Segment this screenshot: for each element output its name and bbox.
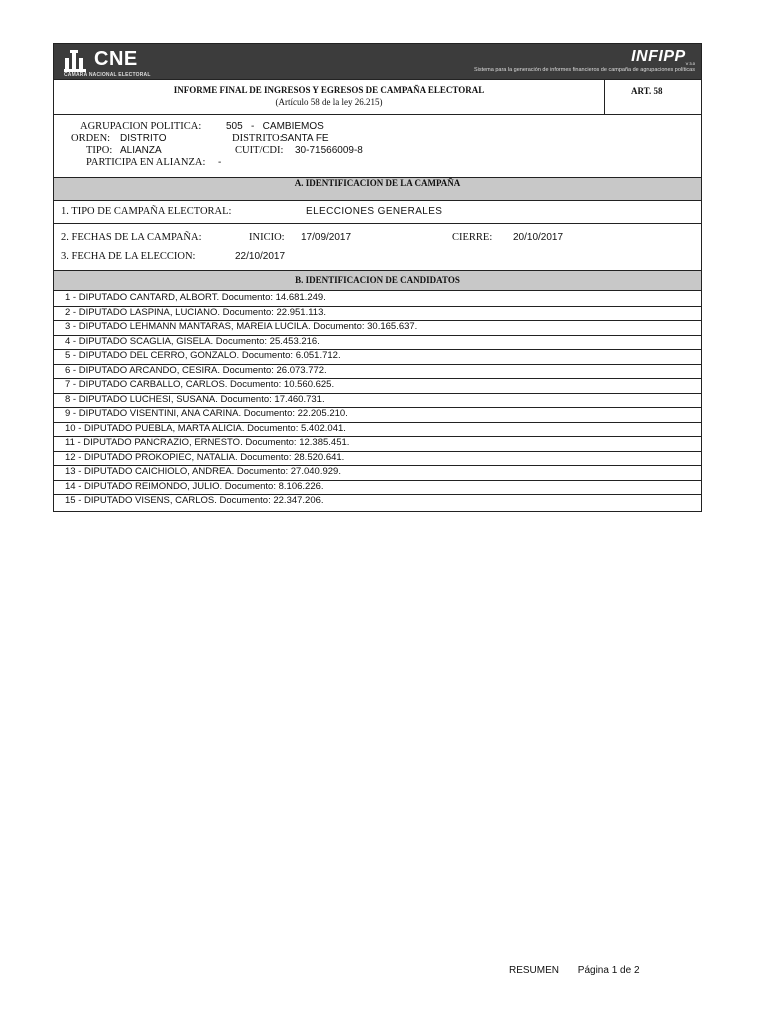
end-date-label: CIERRE: [452, 232, 493, 243]
footer-label: RESUMEN [509, 965, 560, 976]
candidate-row: 13 - DIPUTADO CAICHIOLO, ANDREA. Documento: 27.040.929. [54, 466, 701, 481]
candidate-row: 1 - DIPUTADO CANTARD, ALBORT. Documento: 14.681.249. [54, 292, 701, 307]
infipp-logo-text: INFIPP [631, 48, 686, 65]
tipo-label: TIPO: [86, 145, 113, 156]
end-date-value: 20/10/2017 [513, 232, 564, 243]
start-date-label: INICIO: [249, 232, 285, 243]
distrito-label: DISTRITO: [232, 133, 283, 144]
distrito-value: SANTA FE [281, 133, 329, 144]
cne-emblem-icon [64, 50, 90, 72]
candidate-row: 4 - DIPUTADO SCAGLIA, GISELA. Documento: 25.453.216. [54, 336, 701, 351]
infipp-version: V 3.0 [685, 61, 695, 67]
cuit-label: CUIT/CDI: [235, 145, 284, 156]
cne-logo-text: CNE [94, 48, 138, 70]
report-title-line1: INFORME FINAL DE INGRESOS Y EGRESOS DE CAMPAÑA ELECTORAL [173, 85, 485, 95]
section-a-heading: A. IDENTIFICACION DE LA CAMPAÑA [54, 177, 701, 201]
report-title-line2: (Artículo 58 de la ley 26.215) [275, 97, 383, 107]
page-footer [509, 965, 656, 976]
report-title [54, 80, 605, 114]
candidate-row: 10 - DIPUTADO PUEBLA, MARTA ALICIA. Documento: 5.402.041. [54, 423, 701, 438]
report-page [53, 43, 702, 512]
campaign-type-value: ELECCIONES GENERALES [306, 206, 443, 217]
candidate-row: 15 - DIPUTADO VISENS, CARLOS. Documento: 22.347.206. [65, 495, 324, 506]
election-date-label: 3. FECHA DE LA ELECCION: [61, 251, 196, 262]
candidate-row: 14 - DIPUTADO REIMONDO, JULIO. Documento: 8.106.226. [54, 481, 701, 496]
candidates-list [54, 291, 701, 511]
candidate-row: 8 - DIPUTADO LUCHESI, SUSANA. Documento: 17.460.731. [54, 394, 701, 409]
candidate-row: 9 - DIPUTADO VISENTINI, ANA CARINA. Documento: 22.205.210. [54, 408, 701, 423]
campaign-dates-row [54, 224, 701, 270]
agrupacion-value: 505 - CAMBIEMOS [226, 121, 324, 132]
party-info [54, 114, 701, 177]
candidate-row: 2 - DIPUTADO LASPINA, LUCIANO. Documento: 22.951.113. [54, 307, 701, 322]
campaign-dates-label: 2. FECHAS DE LA CAMPAÑA: [61, 232, 202, 243]
article-number: ART. 58 [631, 86, 663, 96]
infipp-logo [474, 48, 695, 73]
infipp-tagline: Sistema para la generación de informes financieros de campaña de agrupaciones políticas [473, 67, 695, 74]
campaign-type-label: 1. TIPO DE CAMPAÑA ELECTORAL: [61, 206, 232, 217]
orden-label: ORDEN: [71, 133, 111, 144]
start-date-value: 17/09/2017 [301, 232, 352, 243]
section-b-heading: B. IDENTIFICACION DE CANDIDATOS [54, 270, 701, 291]
election-date-value: 22/10/2017 [235, 251, 286, 262]
cuit-value: 30-71566009-8 [295, 145, 363, 156]
agrupacion-label: AGRUPACION POLITICA: [80, 121, 202, 132]
candidate-row: 7 - DIPUTADO CARBALLO, CARLOS. Documento: 10.560.625. [54, 379, 701, 394]
candidate-row: 5 - DIPUTADO DEL CERRO, GONZALO. Documento: 6.051.712. [54, 350, 701, 365]
campaign-type-row [54, 201, 701, 224]
alianza-value: - [218, 157, 222, 168]
tipo-value: ALIANZA [120, 145, 162, 156]
title-row [54, 80, 701, 114]
cne-logo-subtitle: CÁMARA NACIONAL ELECTORAL [64, 72, 151, 78]
candidate-row: 3 - DIPUTADO LEHMANN MANTARAS, MAREIA LUCILA. Documento: 30.165.637. [54, 321, 701, 336]
candidate-row: 6 - DIPUTADO ARCANDO, CESIRA. Documento: 26.073.772. [54, 365, 701, 380]
report-box [53, 80, 702, 512]
orden-value: DISTRITO [120, 133, 167, 144]
page-number: Página 1 de 2 [577, 965, 640, 976]
header-banner [53, 43, 702, 80]
alianza-label: PARTICIPA EN ALIANZA: [86, 157, 206, 168]
candidate-row: 11 - DIPUTADO PANCRAZIO, ERNESTO. Documento: 12.385.451. [54, 437, 701, 452]
candidate-row: 12 - DIPUTADO PROKOPIEC, NATALIA. Documento: 28.520.641. [54, 452, 701, 467]
